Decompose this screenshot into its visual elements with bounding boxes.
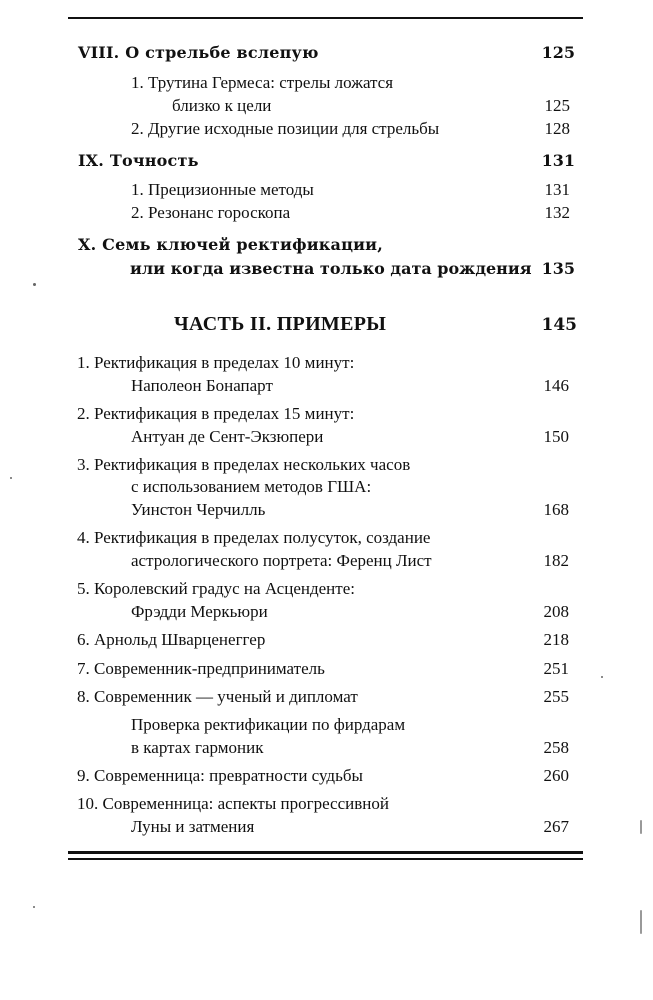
example-1-line2: Наполеон Бонапарт [131, 376, 273, 395]
example-8-sub-line2: в картах гармоник [131, 738, 264, 757]
section-10-page: 135 [541, 259, 575, 278]
example-1-line1: 1. Ректификация в пределах 10 минут: [77, 353, 355, 372]
example-7-line1: 7. Современник-предприниматель [77, 659, 325, 678]
scan-speck [640, 910, 642, 934]
example-2-page: 150 [543, 427, 569, 446]
example-8-line1: 8. Современник — ученый и дипломат [77, 687, 358, 706]
section-9-item-2-line1: 2. Резонанс гороскопа [131, 203, 291, 222]
section-8-item-1-line1: 1. Трутина Гермеса: стрелы ложатся [131, 73, 394, 92]
example-5-line2: Фрэдди Меркьюри [131, 602, 268, 621]
example-4-line2: астрологического портрета: Ференц Лист [131, 551, 432, 570]
example-1-page: 146 [543, 376, 569, 395]
section-9-title: IX. Точность [78, 151, 199, 170]
example-8-page: 255 [543, 687, 569, 706]
scan-speck [640, 820, 642, 834]
section-8-item-1-page: 125 [544, 96, 570, 115]
example-9-line1: 9. Современница: превратности судьбы [77, 766, 363, 785]
example-8-sub-line1: Проверка ректификации по фирдарам [131, 715, 406, 734]
scan-speck [10, 477, 12, 479]
example-6-line1: 6. Арнольд Шварценеггер [77, 630, 266, 649]
bottom-rule-thin [68, 858, 583, 860]
example-6-page: 218 [543, 630, 569, 649]
section-10-title-line2: или когда известна только дата рождения [130, 259, 532, 278]
top-rule [68, 17, 583, 19]
example-2-line1: 2. Ректификация в пределах 15 минут: [77, 404, 355, 423]
section-8-item-2-page: 128 [544, 119, 570, 138]
bottom-rule-thick [68, 851, 583, 854]
example-2-line2: Антуан де Сент-Экзюпери [131, 427, 324, 446]
example-3-line3: Уинстон Черчилль [131, 500, 266, 519]
example-10-line1: 10. Современница: аспекты прогрессивной [77, 794, 389, 813]
example-5-line1: 5. Королевский градус на Асценденте: [77, 579, 355, 598]
section-8-item-2-line1: 2. Другие исходные позиции для стрельбы [131, 119, 440, 138]
example-10-line2: Луны и затмения [131, 817, 255, 836]
example-5-page: 208 [543, 602, 569, 621]
part-2-page: 145 [541, 315, 577, 335]
example-9-page: 260 [543, 766, 569, 785]
section-8-page: 125 [541, 43, 575, 62]
section-9-item-1-line1: 1. Прецизионные методы [131, 180, 314, 199]
section-9-item-2-page: 132 [544, 203, 570, 222]
section-8-item-1-line2: близко к цели [172, 96, 272, 115]
example-3-line2: с использованием методов ГША: [131, 477, 372, 496]
example-3-line1: 3. Ректификация в пределах нескольких часов [77, 455, 411, 474]
example-10-page: 267 [543, 817, 569, 836]
scan-speck [33, 906, 35, 908]
part-2-title: ЧАСТЬ II. ПРИМЕРЫ [174, 313, 387, 335]
section-10-title-line1: X. Семь ключей ректификации, [78, 235, 384, 254]
example-7-page: 251 [543, 659, 569, 678]
example-3-page: 168 [543, 500, 569, 519]
section-9-item-1-page: 131 [544, 180, 570, 199]
example-4-page: 182 [543, 551, 569, 570]
scan-speck [33, 283, 36, 286]
example-4-line1: 4. Ректификация в пределах полусуток, создание [77, 528, 431, 547]
section-9-page: 131 [541, 151, 575, 170]
section-8-title: VIII. О стрельбе вслепую [78, 43, 319, 62]
scan-speck [601, 676, 603, 678]
example-8-sub-page: 258 [543, 738, 569, 757]
